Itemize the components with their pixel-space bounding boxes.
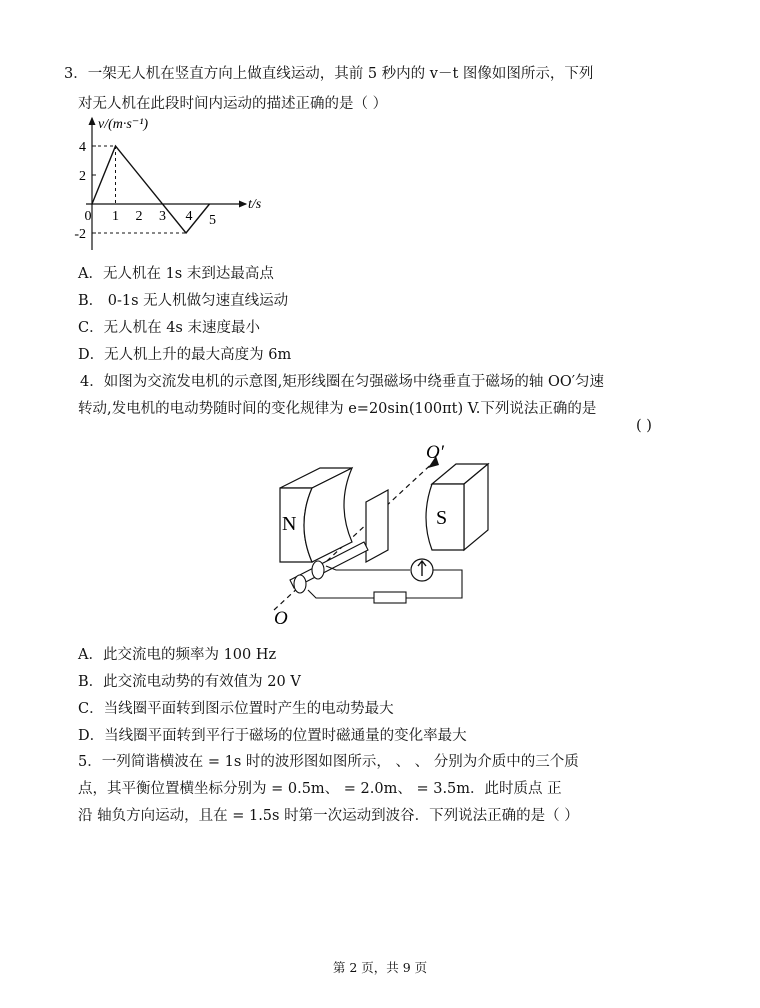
generator-figure: [260, 438, 500, 628]
q4-option-d: D．当线圈平面转到平行于磁场的位置时磁通量的变化率最大: [78, 728, 467, 744]
axis-top-label: O′: [426, 442, 444, 463]
y-tick-label: 4: [79, 140, 86, 155]
q5-stem-line1: 5．一列简谐横波在 = 1s 时的波形图如图所示， 、 、 分别为介质中的三个质: [78, 754, 579, 770]
q4-answer-paren: ( ): [636, 418, 652, 434]
y-tick-label: 2: [79, 169, 86, 184]
x-tick-label: 1: [112, 209, 119, 224]
x-tick-label: 2: [135, 209, 143, 224]
x-tick-label: 4: [185, 209, 193, 224]
vt-graph: [62, 108, 262, 258]
pole-s-label: S: [436, 507, 448, 529]
pole-n-label: N: [282, 513, 297, 535]
q4-option-c: C．当线圈平面转到图示位置时产生的电动势最大: [78, 701, 394, 717]
q4-option-b: B．此交流电动势的有效值为 20 V: [78, 674, 301, 690]
x-axis-label: t/s: [248, 197, 262, 212]
q3-option-a: A．无人机在 1s 末到达最高点: [78, 266, 274, 282]
q4-option-a: A．此交流电的频率为 100 Hz: [78, 647, 277, 663]
page-footer: 第 2 页，共 9 页: [332, 960, 428, 975]
q3-option-b: B． 0-1s 无人机做匀速直线运动: [78, 293, 289, 309]
q3-stem-line2: 对无人机在此段时间内运动的描述正确的是（ ）: [78, 96, 388, 112]
q5-stem-line2: 点，其平衡位置横坐标分别为 = 0.5m、 = 2.0m、 = 3.5m．此时质点 正: [78, 781, 562, 797]
q4-stem-line1: 4．如图为交流发电机的示意图,矩形线圈在匀强磁场中绕垂直于磁场的轴 OO′匀速: [80, 374, 605, 390]
q4-stem-line2: 转动,发电机的电动势随时间的变化规律为 e=20sin(100πt) V.下列说法正确的是: [78, 401, 597, 417]
q3-option-c: C．无人机在 4s 末速度最小: [78, 320, 260, 336]
q3-stem-line1: 3．一架无人机在竖直方向上做直线运动，其前 5 秒内的 v－t 图像如图所示，下列: [64, 66, 594, 82]
y-axis-label: v/(m·s⁻¹): [98, 117, 149, 132]
x-tick-label: 5: [209, 213, 216, 228]
q5-stem-line3: 沿 轴负方向运动，且在 = 1.5s 时第一次运动到波谷．下列说法正确的是（ ）: [78, 808, 579, 824]
y-tick-label: -2: [74, 227, 86, 242]
q3-option-d: D．无人机上升的最大高度为 6m: [78, 347, 292, 363]
axis-bottom-label: O: [274, 608, 288, 628]
x-tick-label: 0: [84, 209, 92, 224]
x-tick-label: 3: [159, 209, 166, 224]
